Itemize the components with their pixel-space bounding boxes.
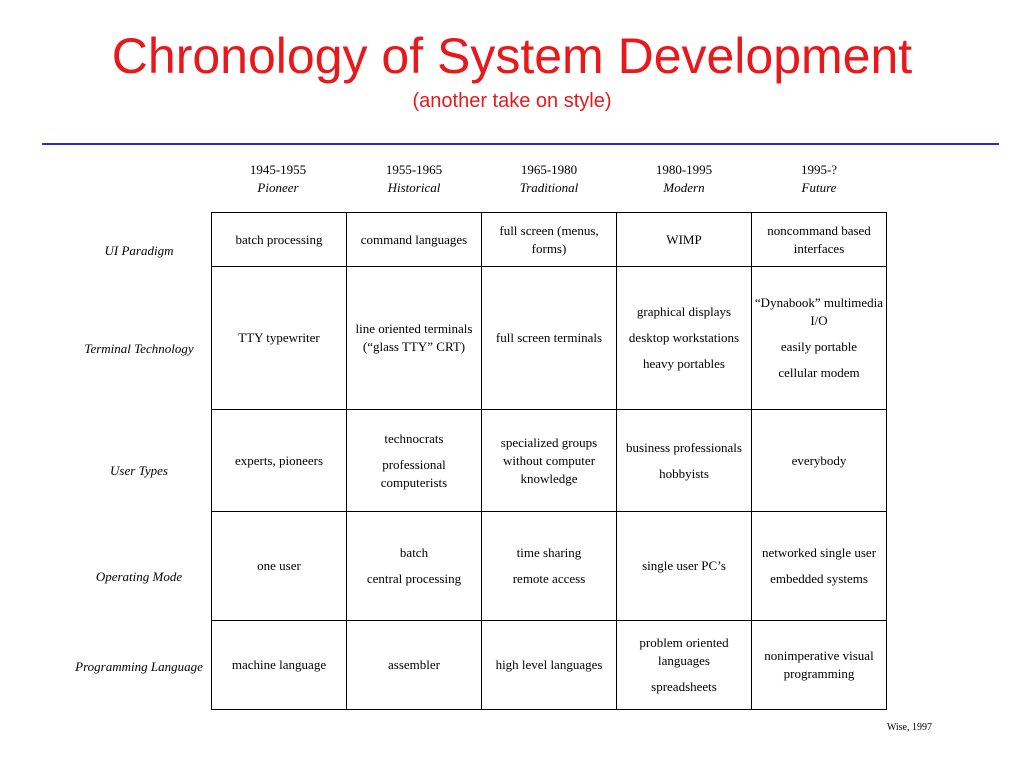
row-label-operating-mode: Operating Mode xyxy=(95,569,183,584)
table-cell xyxy=(617,213,752,267)
table-row xyxy=(212,512,887,621)
cell-text: networked single user xyxy=(761,545,877,560)
table-cell xyxy=(617,267,752,410)
row-label-terminal-technology: Terminal Technology xyxy=(84,341,194,356)
table-cell xyxy=(752,512,887,621)
column-header-traditional xyxy=(482,161,616,197)
cell-text: technocrats xyxy=(384,430,444,446)
cell-text: assembler xyxy=(388,657,440,672)
column-header-historical xyxy=(347,161,481,197)
cell-text: time sharing xyxy=(516,545,582,560)
cell-text: professional computerists xyxy=(380,456,448,490)
cell-text: “Dynabook” multimedia I/O xyxy=(754,295,884,328)
row-label-ui-paradigm: UI Paradigm xyxy=(104,243,174,258)
cell-text: noncommand based interfaces xyxy=(767,222,871,256)
cell-text: specialized groups without computer knowledge xyxy=(500,434,598,486)
table-cell xyxy=(347,213,482,267)
table-row xyxy=(212,410,887,512)
table-cell xyxy=(212,410,347,512)
cell-text: central processing xyxy=(366,571,462,586)
cell-text: experts, pioneers xyxy=(234,452,324,468)
table-cell xyxy=(482,621,617,710)
cell-text: everybody xyxy=(791,452,847,468)
table-cell xyxy=(482,213,617,267)
table-cell xyxy=(212,267,347,410)
column-years: 1945-1955 xyxy=(249,162,307,177)
slide-subtitle: (another take on style) xyxy=(412,90,612,112)
table-cell xyxy=(212,213,347,267)
cell-text: embedded systems xyxy=(770,571,868,586)
cell-text: batch xyxy=(399,545,429,560)
table-cell xyxy=(617,621,752,710)
table-cell xyxy=(752,621,887,710)
column-header-modern xyxy=(617,161,751,197)
cell-text: business professionals xyxy=(626,439,742,455)
column-years: 1955-1965 xyxy=(385,162,443,177)
table-row xyxy=(212,213,887,267)
table-cell xyxy=(482,512,617,621)
cell-text: high level languages xyxy=(495,657,603,672)
cell-text: single user PC’s xyxy=(642,558,726,573)
table-cell xyxy=(212,621,347,710)
cell-text: remote access xyxy=(512,571,586,586)
cell-text: desktop workstations xyxy=(628,330,740,345)
table-cell xyxy=(347,410,482,512)
cell-text: command languages xyxy=(360,231,468,247)
table-cell xyxy=(752,410,887,512)
cell-text: easily portable xyxy=(780,339,858,354)
row-label-user-types: User Types xyxy=(110,463,168,478)
column-header-future xyxy=(752,161,886,197)
column-era: Future xyxy=(801,180,837,195)
column-era: Pioneer xyxy=(257,180,299,195)
column-years: 1995-? xyxy=(800,162,838,177)
cell-text: spreadsheets xyxy=(651,679,717,694)
row-label-programming-language: Programming Language xyxy=(75,659,203,674)
cell-text: problem oriented languages xyxy=(639,635,729,668)
chronology-table xyxy=(211,212,887,710)
cell-text: TTY typewriter xyxy=(238,330,320,345)
column-era: Traditional xyxy=(519,180,579,195)
slide-title: Chronology of System Development xyxy=(111,28,913,84)
table-row xyxy=(212,621,887,710)
column-header-pioneer xyxy=(211,161,345,197)
table-cell xyxy=(347,267,482,410)
column-era: Historical xyxy=(387,180,441,195)
cell-text: graphical displays xyxy=(636,304,732,319)
table-cell xyxy=(482,410,617,512)
table-row xyxy=(212,267,887,410)
column-years: 1980-1995 xyxy=(655,162,713,177)
cell-text: nonimperative visual programming xyxy=(764,648,874,681)
cell-text: hobbyists xyxy=(659,465,709,481)
cell-text: full screen (menus, forms) xyxy=(499,222,599,256)
cell-text: line oriented terminals (“glass TTY” CRT) xyxy=(355,321,473,354)
cell-text: machine language xyxy=(231,657,327,672)
cell-text: heavy portables xyxy=(643,356,725,371)
table-cell xyxy=(752,213,887,267)
table-cell xyxy=(212,512,347,621)
table-cell xyxy=(347,512,482,621)
cell-text: WIMP xyxy=(666,231,702,247)
table-cell xyxy=(617,410,752,512)
table-cell xyxy=(752,267,887,410)
table-cell xyxy=(617,512,752,621)
source-credit: Wise, 1997 xyxy=(886,722,932,733)
column-years: 1965-1980 xyxy=(520,162,578,177)
table-cell xyxy=(482,267,617,410)
cell-text: batch processing xyxy=(235,231,323,247)
table-cell xyxy=(347,621,482,710)
cell-text: cellular modem xyxy=(778,365,860,380)
column-era: Modern xyxy=(663,180,705,195)
cell-text: full screen terminals xyxy=(495,330,603,345)
cell-text: one user xyxy=(257,558,301,573)
title-divider xyxy=(42,143,999,145)
